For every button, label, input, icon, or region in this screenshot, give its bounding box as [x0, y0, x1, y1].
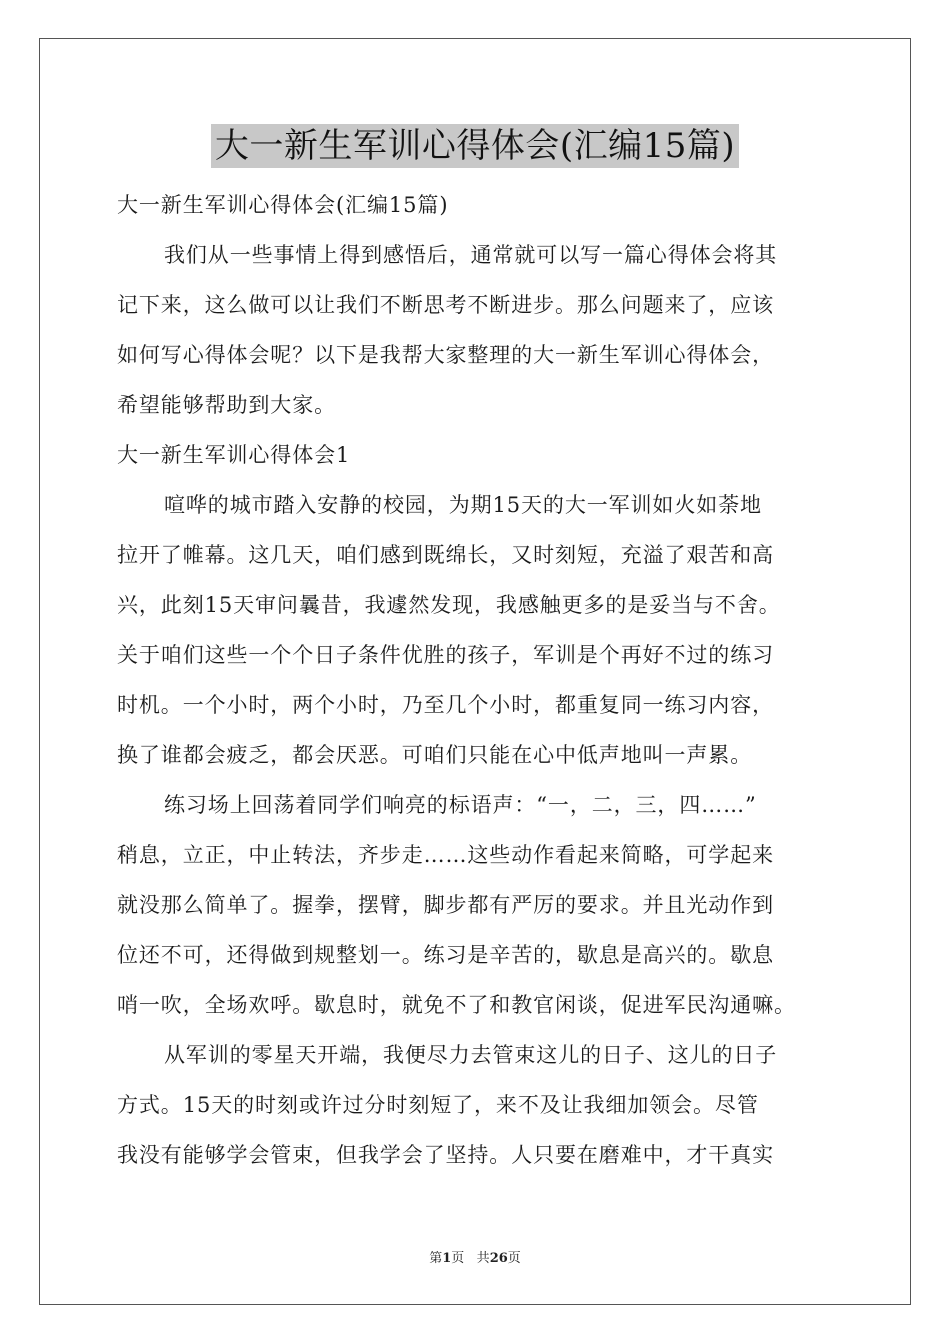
text-line: 大一新生军训心得体会(汇编15篇)	[117, 193, 449, 217]
document-body	[117, 180, 837, 1180]
text-line: 方式。15天的时刻或许过分时刻短了，来不及让我细加领会。尽管	[117, 1093, 759, 1117]
text-line: 位还不可，还得做到规整划一。练习是辛苦的，歇息是高兴的。歇息	[117, 943, 774, 967]
text-line: 我们从一些事情上得到感悟后，通常就可以写一篇心得体会将其	[164, 243, 778, 267]
text-line: 喧哗的城市踏入安静的校园，为期15天的大一军训如火如荼地	[164, 493, 762, 517]
text-line: 兴，此刻15天审问曩昔，我遽然发现，我感触更多的是妥当与不舍。	[117, 593, 781, 617]
page-prefix: 第	[429, 1251, 443, 1266]
text-line: 从军训的零星天开端，我便尽力去管束这儿的日子、这儿的日子	[164, 1043, 778, 1067]
text-line: 练习场上回荡着同学们响亮的标语声：“一，二，三，四……”	[164, 793, 757, 817]
text-line: 拉开了帷幕。这几天，咱们感到既绵长，又时刻短，充溢了艰苦和高	[117, 543, 774, 567]
text-line: 换了谁都会疲乏，都会厌恶。可咱们只能在心中低声地叫一声累。	[117, 743, 753, 767]
text-line: 时机。一个小时，两个小时，乃至几个小时，都重复同一练习内容，	[117, 693, 774, 717]
total-pages: 26	[489, 1251, 508, 1266]
text-line: 哨一吹，全场欢呼。歇息时，就免不了和教官闲谈，促进军民沟通嘛。	[117, 993, 796, 1017]
page-footer	[0, 1247, 950, 1266]
page-number: 1	[442, 1251, 452, 1266]
text-line: 如何写心得体会呢？以下是我帮大家整理的大一新生军训心得体会，	[117, 343, 774, 367]
text-line: 关于咱们这些一个个日子条件优胜的孩子，军训是个再好不过的练习	[117, 643, 774, 667]
text-line: 我没有能够学会管束，但我学会了坚持。人只要在磨难中，才干真实	[117, 1143, 774, 1167]
page-suffix: 页	[451, 1251, 465, 1266]
document-title: 大一新生军训心得体会(汇编15篇)	[211, 124, 739, 168]
text-line: 就没那么简单了。握拳，摆臂，脚步都有严厉的要求。并且光动作到	[117, 893, 774, 917]
total-prefix: 共	[476, 1251, 490, 1266]
text-line: 记下来，这么做可以让我们不断思考不断进步。那么问题来了，应该	[117, 293, 774, 317]
title-container	[0, 124, 950, 168]
text-line: 希望能够帮助到大家。	[117, 393, 336, 417]
total-suffix: 页	[507, 1251, 521, 1266]
text-line: 大一新生军训心得体会1	[117, 443, 351, 467]
text-line: 稍息，立正，中止转法，齐步走……这些动作看起来简略，可学起来	[117, 843, 774, 867]
